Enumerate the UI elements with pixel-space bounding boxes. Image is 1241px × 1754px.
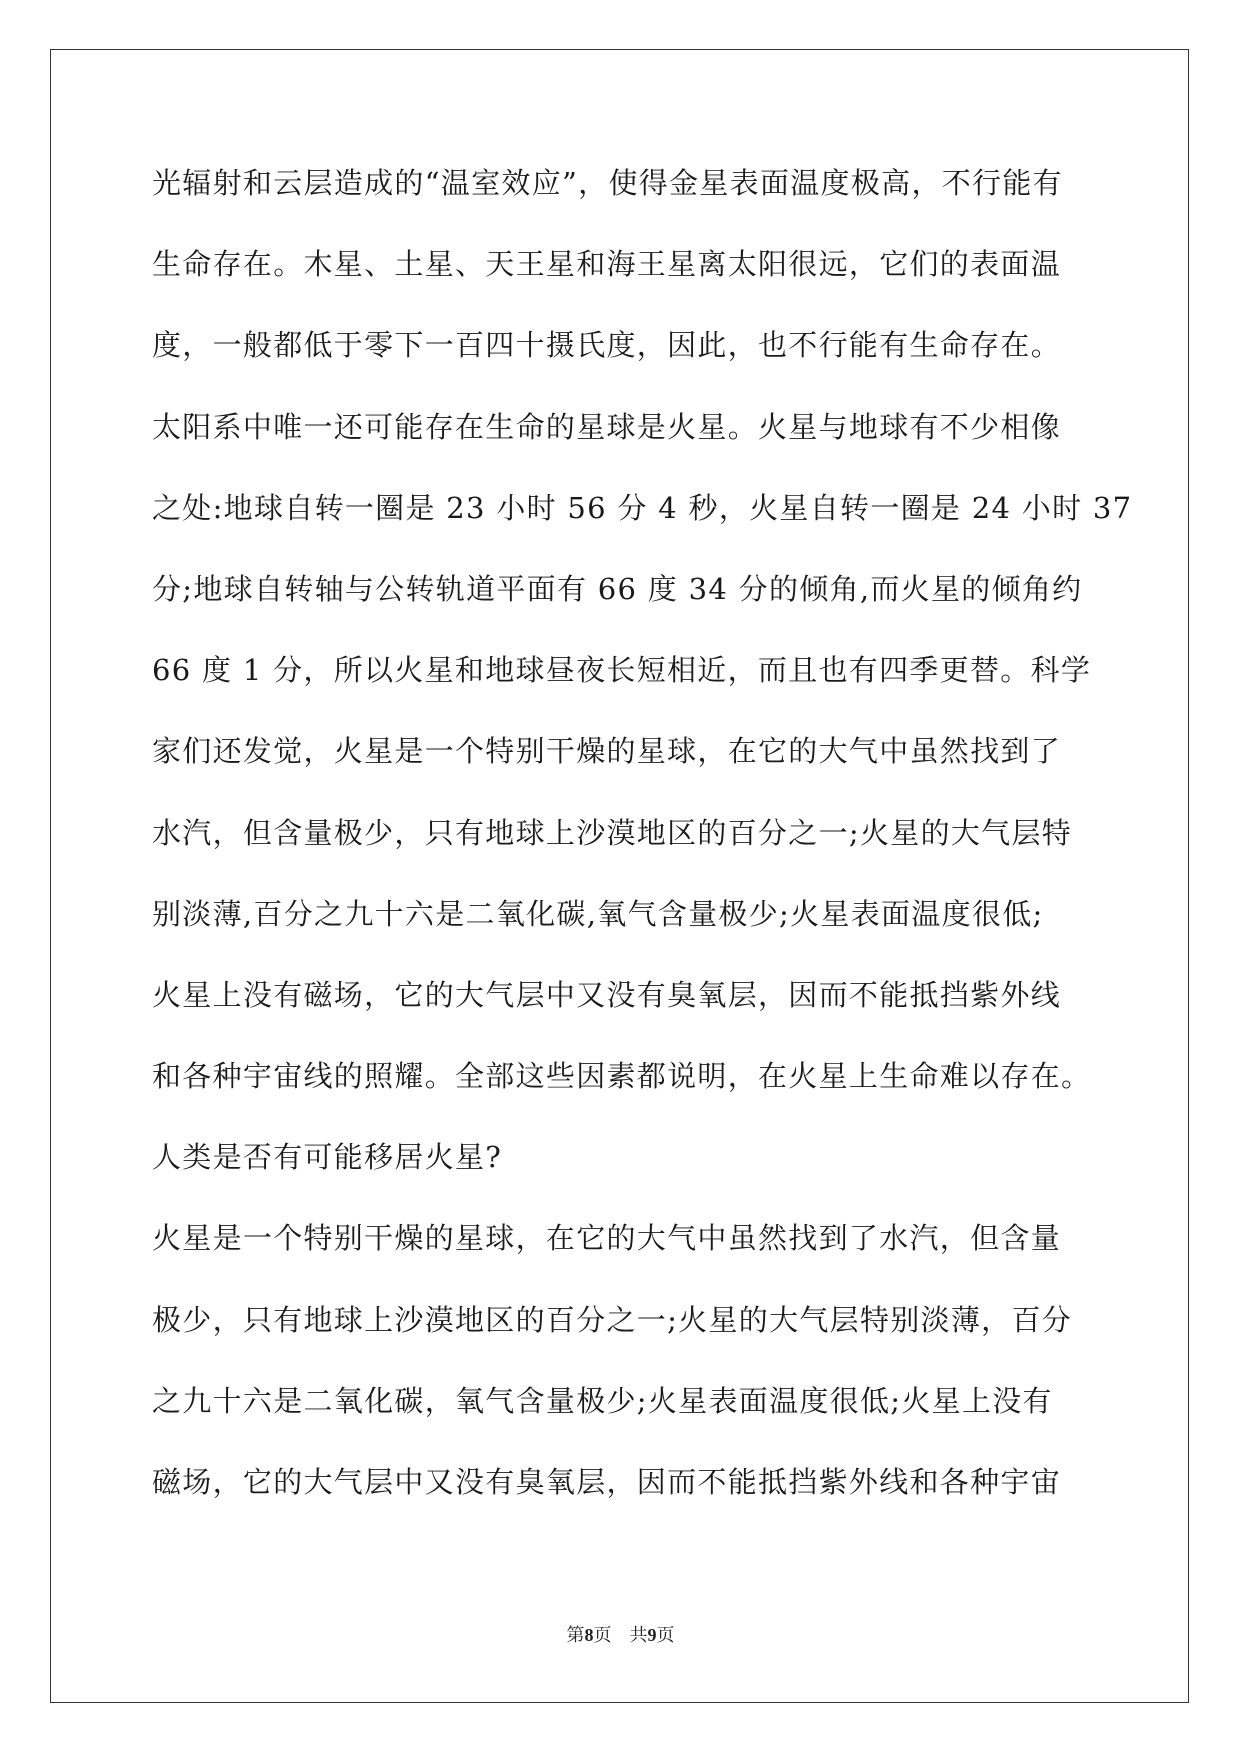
page-prefix: 第 — [566, 1625, 585, 1646]
text-line: 生命存在。木星、土星、天王星和海王星离太阳很远，它们的表面温 — [152, 247, 1062, 282]
page-footer — [0, 1623, 1241, 1648]
text-line: 分;地球自转轴与公转轨道平面有 66 度 34 分的倾角,而火星的倾角约 — [152, 571, 1083, 606]
document-body — [152, 155, 1133, 1535]
text-line: 水汽，但含量极少，只有地球上沙漠地区的百分之一;火星的大气层特 — [152, 815, 1073, 850]
text-line: 和各种宇宙线的照耀。全部这些因素都说明，在火星上生命难以存在。 — [152, 1059, 1092, 1094]
page-current-number: 8 — [584, 1625, 594, 1645]
text-line: 磁场，它的大气层中又没有臭氧层，因而不能抵挡紫外线和各种宇宙 — [152, 1465, 1062, 1499]
text-line: 太阳系中唯一还可能存在生命的星球是火星。火星与地球有不少相像 — [152, 409, 1062, 444]
total-suffix: 页 — [656, 1625, 675, 1646]
text-line: 火星是一个特别干燥的星球，在它的大气中虽然找到了水汽，但含量 — [152, 1221, 1062, 1256]
text-line: 之处:地球自转一圈是 23 小时 56 分 4 秒，火星自转一圈是 24 小时 37 — [152, 490, 1133, 525]
text-line: 极少，只有地球上沙漠地区的百分之一;火星的大气层特别淡薄，百分 — [152, 1302, 1073, 1337]
text-line: 66 度 1 分，所以火星和地球昼夜长短相近，而且也有四季更替。科学 — [152, 653, 1092, 688]
text-line: 火星上没有磁场，它的大气层中又没有臭氧层，因而不能抵挡紫外线 — [152, 977, 1062, 1012]
page-suffix: 页 — [593, 1625, 612, 1646]
text-line: 别淡薄,百分之九十六是二氧化碳,氧气含量极少;火星表面温度很低; — [152, 896, 1044, 931]
text-line: 光辐射和云层造成的“温室效应”，使得金星表面温度极高，不行能有 — [152, 166, 1063, 200]
section-heading: 人类是否有可能移居火星? — [152, 1140, 503, 1175]
page-total-number: 9 — [647, 1625, 657, 1645]
text-line: 度，一般都低于零下一百四十摄氏度，因此，也不行能有生命存在。 — [152, 328, 1062, 363]
total-prefix: 共 — [629, 1625, 648, 1646]
text-line: 之九十六是二氧化碳，氧气含量极少;火星表面温度很低;火星上没有 — [152, 1383, 1053, 1418]
text-line: 家们还发觉，火星是一个特别干燥的星球，在它的大气中虽然找到了 — [152, 734, 1062, 769]
